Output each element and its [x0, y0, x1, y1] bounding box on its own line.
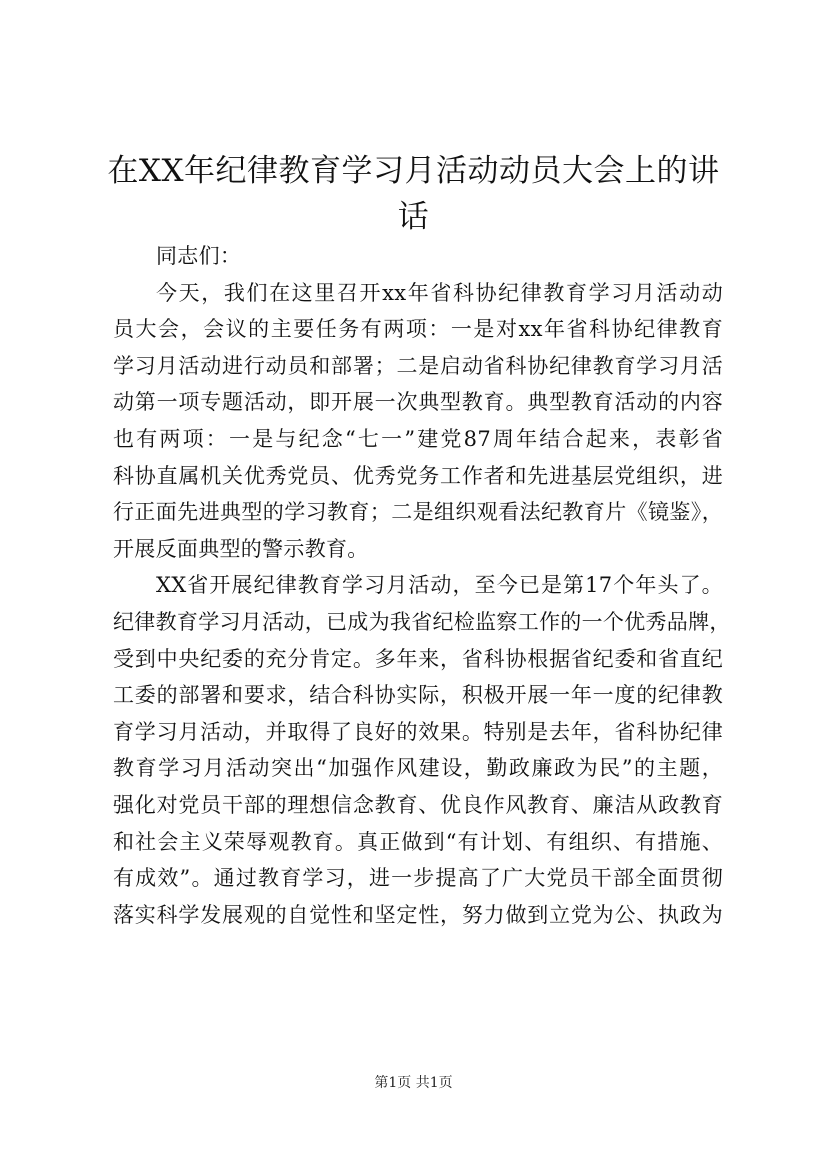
paragraph-line: 动第一项专题活动，即开展一次典型教育。典型教育活动的内容 [113, 390, 723, 415]
paragraph-line: 开展反面典型的警示教育。 [113, 536, 369, 561]
paragraph-line: 也有两项：一是与纪念“七一”建党87周年结合起来，表彰省 [113, 426, 723, 451]
paragraph-line: 落实科学发展观的自觉性和坚定性，努力做到立党为公、执政为 [113, 902, 723, 927]
paragraph-2 [113, 567, 731, 933]
paragraph-line: 行正面先进典型的学习教育；二是组织观看法纪教育片《镜鉴》， [113, 500, 723, 525]
paragraph-1 [113, 275, 723, 568]
paragraph-line: 教育学习月活动突出“加强作风建设，勤政廉政为民”的主题， [113, 756, 723, 781]
paragraph-line: XX省开展纪律教育学习月活动，至今已是第17个年头了。 [156, 573, 723, 598]
paragraph-line: 学习月活动进行动员和部署；二是启动省科协纪律教育学习月活 [113, 353, 723, 378]
paragraph-line: 和社会主义荣辱观教育。真正做到“有计划、有组织、有措施、 [113, 829, 723, 854]
paragraph-line: 今天，我们在这里召开xx年省科协纪律教育学习月活动动 [156, 280, 723, 305]
paragraph-line: 受到中央纪委的充分肯定。多年来，省科协根据省纪委和省直纪 [113, 646, 723, 671]
page-number-label: 第1页 共1页 [374, 1075, 453, 1091]
title-line-2: 话 [397, 199, 430, 235]
page-footer [0, 1073, 827, 1093]
salutation: 同志们： [156, 244, 242, 268]
paragraph-line: 强化对党员干部的理想信念教育、优良作风教育、廉洁从政教育 [113, 792, 723, 817]
paragraph-line: 科协直属机关优秀党员、优秀党务工作者和先进基层党组织，进 [113, 463, 723, 488]
document-body [113, 238, 731, 933]
paragraph-line: 育学习月活动，并取得了良好的效果。特别是去年，省科协纪律 [113, 719, 723, 744]
title-line-1: 在XX年纪律教育学习月活动动员大会上的讲 [107, 153, 720, 189]
paragraph-line: 纪律教育学习月活动，已成为我省纪检监察工作的一个优秀品牌， [113, 609, 731, 634]
paragraph-line: 有成效”。通过教育学习，进一步提高了广大党员干部全面贯彻 [113, 866, 723, 891]
paragraph-line: 员大会，会议的主要任务有两项：一是对xx年省科协纪律教育 [113, 317, 723, 342]
document-title [100, 148, 727, 240]
paragraph-line: 工委的部署和要求，结合科协实际，积极开展一年一度的纪律教 [113, 683, 723, 708]
